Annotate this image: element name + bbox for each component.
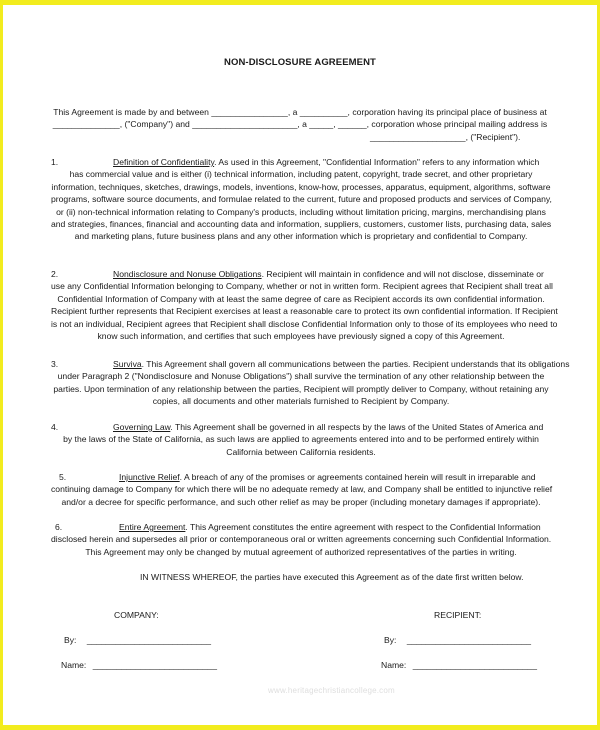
section-first-line — [51, 268, 551, 280]
section-heading: Entire Agreement — [119, 522, 186, 532]
document-title: NON-DISCLOSURE AGREEMENT — [224, 57, 376, 68]
section-line: has commercial value and is either (i) technical information, including patent, copyright, trade secret, and other proprietary — [69, 169, 533, 180]
section-line: programs, software source documents, and formulae related to the current, future and proposed products and services of Company, — [51, 194, 552, 205]
section-number: 2. — [51, 269, 59, 279]
section-line: . Recipient will maintain in confidence and will not disclose, disseminate or — [261, 269, 544, 279]
recipient-label: RECIPIENT: — [434, 610, 482, 620]
section-heading: Surviva — [113, 359, 142, 369]
recipient-by-row — [384, 635, 531, 645]
section-line: parties. Upon termination of any relationship between the parties, Recipient will promptly deliver to Company, without retaining any — [53, 383, 549, 394]
section-number: 4. — [51, 422, 59, 432]
section-line: by the laws of the State of California, as such laws are applied to agreements entered into and to be performed entirely within — [63, 434, 539, 445]
section-heading: Nondisclosure and Nonuse Obligations — [113, 269, 262, 279]
section-line: know such information, and certifies that such employees have previously signed a copy of this Agreement. — [97, 331, 505, 342]
name-label: Name: — [381, 660, 407, 670]
section-4 — [51, 421, 551, 458]
by-label: By: — [384, 635, 397, 645]
section-line: and/or a decree for specific performance, and such other relief as may be proper (including monetary damages if appropriate). — [61, 496, 541, 507]
frame-bottom-border — [0, 725, 600, 730]
section-first-line — [51, 358, 570, 370]
signature-line[interactable]: __________________________ — [406, 635, 532, 645]
section-number: 6. — [55, 522, 63, 532]
section-line: Confidential Information of Company with at least the same degree of care as Recipient accords its own confidential information. — [57, 293, 545, 304]
section-first-line — [51, 521, 551, 533]
company-by-row — [64, 635, 211, 645]
signature-line[interactable]: __________________________ — [86, 635, 212, 645]
section-2 — [51, 268, 558, 342]
section-first-line — [51, 156, 551, 168]
recipient-name-row — [381, 660, 537, 670]
section-line: This Agreement may only be changed by mutual agreement of authorized representatives of the parties in writing. — [85, 546, 517, 557]
company-label: COMPANY: — [114, 610, 159, 620]
name-line[interactable]: __________________________ — [412, 660, 537, 670]
section-line: and marketing plans, future business plans and any other information which is proprietary and confidential to Company. — [74, 231, 528, 242]
section-line: use any Confidential Information belonging to Company, whether or not in written form. Recipient agrees that Recipient shall treat all — [51, 281, 553, 292]
name-line[interactable]: __________________________ — [92, 660, 217, 670]
section-heading: Governing Law — [113, 422, 171, 432]
section-number: 1. — [51, 157, 59, 167]
section-line: . This Agreement constitutes the entire agreement with respect to the Confidential Information — [185, 522, 541, 532]
section-line: California between California residents. — [226, 446, 376, 457]
section-3 — [51, 358, 570, 408]
section-heading: Injunctive Relief — [119, 472, 180, 482]
witness-line: IN WITNESS WHEREOF, the parties have executed this Agreement as of the date first written below. — [140, 572, 524, 582]
watermark-text: www.heritagechristiancollege.com — [268, 686, 395, 695]
section-first-line — [51, 421, 551, 433]
section-line: is not an individual, Recipient agrees that Recipient shall disclose Confidential Information only to those of its employees who need to — [51, 318, 558, 329]
section-line: . As used in this Agreement, "Confidential Information" refers to any information which — [214, 157, 540, 167]
section-5 — [51, 471, 551, 508]
intro-line: This Agreement is made by and between ________________, a __________, corporation having its principal place of business at — [53, 107, 547, 117]
section-line: Recipient further represents that Recipient exercises at least a reasonable care to protect its own confidential information. If Recipient — [51, 306, 558, 317]
section-line: copies, all documents and other materials furnished to Recipient by Company. — [152, 396, 450, 407]
section-line: continuing damage to Company for which there will be no adequate remedy at law, and Company shall be entitled to injunctive relief — [51, 484, 553, 495]
section-6 — [51, 521, 551, 558]
section-line: or (ii) non-technical information relating to Company's products, including without limitation pricing, margins, merchandising plans — [56, 206, 546, 217]
section-first-line — [51, 471, 551, 483]
section-line: disclosed herein and supersedes all prior or contemporaneous oral or written agreements concerning such Confidential Information. — [51, 534, 552, 545]
section-1 — [51, 156, 551, 243]
witness-statement — [140, 571, 560, 583]
intro-paragraph — [3, 106, 597, 143]
intro-line: ______________, ("Company") and ______________________, a _____, ______, corporation whose principal mailing address is — [52, 119, 548, 130]
section-line: . This Agreement shall govern all communications between the parties. Recipient understands that its obligations — [141, 359, 570, 369]
section-line: under Paragraph 2 ("Nondisclosure and Nonuse Obligations") shall survive the termination of any other relationship between the — [57, 371, 545, 382]
section-line: . A breach of any of the promises or agreements contained herein will result in irreparable and — [179, 472, 536, 482]
section-number: 5. — [59, 472, 67, 482]
section-number: 3. — [51, 359, 59, 369]
section-line: . This Agreement shall be governed in all respects by the laws of the United States of America and — [170, 422, 544, 432]
section-heading: Definition of Confidentiality — [113, 157, 215, 167]
company-name-row — [61, 660, 217, 670]
intro-line: ____________________, ("Recipient"). — [370, 131, 521, 142]
name-label: Name: — [61, 660, 87, 670]
section-line: and strategies, finances, financial and accounting data and information, suppliers, customers, customer lists, purchasing data, sales — [51, 219, 552, 230]
by-label: By: — [64, 635, 77, 645]
section-line: information, techniques, sketches, drawings, models, inventions, know-how, processes, apparatus, equipment, algorithms, software — [51, 181, 551, 192]
document-page — [3, 5, 597, 725]
